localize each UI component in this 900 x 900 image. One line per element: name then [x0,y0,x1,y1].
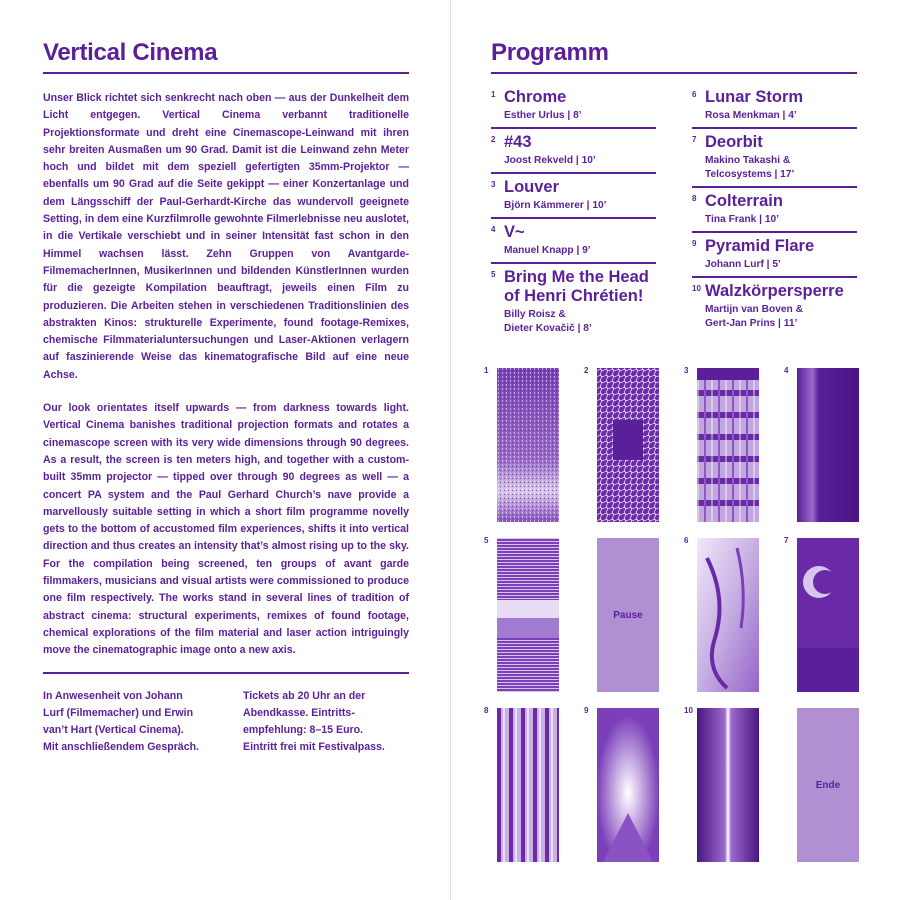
still-image-colterrain [497,708,559,862]
still-number: 4 [784,366,789,375]
still-number: 9 [584,706,589,715]
programme-title: Programm [491,39,609,66]
entry-number: 10 [692,284,701,293]
still-number: 6 [684,536,689,545]
entry-credit: Makino Takashi & Telcosystems | 17’ [705,155,795,180]
page-fold [450,0,451,900]
entry-number: 7 [692,135,697,144]
programme-entry [692,188,857,233]
programme-entry [491,219,656,264]
entry-title: Colterrain [705,192,783,210]
still-image-43 [597,368,659,522]
entry-credit: Manuel Knapp | 9’ [504,245,591,256]
programme-column-a [491,84,656,340]
entry-title: Pyramid Flare [705,237,815,255]
entry-number: 4 [491,225,496,234]
still-image-chrome [497,368,559,522]
entry-title: Chrome [504,88,567,106]
still-image-lunar-storm [697,538,759,692]
programme-column-b [692,84,857,340]
still-number: 7 [784,536,789,545]
entry-credit: Tina Frank | 10’ [705,214,780,225]
still-number: 5 [484,536,489,545]
ende-panel [797,708,859,862]
programme-rule [491,72,857,74]
entry-title: V~ [504,223,525,241]
info-block [43,688,409,757]
still-number: 1 [484,366,489,375]
entry-number: 9 [692,239,697,248]
right-page [491,38,857,340]
entry-credit: Martijn van Boven & Gert-Jan Prins | 11’ [705,304,803,329]
entry-number: 3 [491,180,496,189]
ende-label: Ende [815,779,841,791]
left-page [43,38,409,757]
entry-number: 6 [692,90,697,99]
programme-entry [692,233,857,278]
entry-title: Lunar Storm [705,88,804,106]
programme-entry [692,278,857,335]
still-number: 3 [684,366,689,375]
info-rule [43,672,409,674]
entry-number: 5 [491,270,496,279]
ticket-info: Tickets ab 20 Uhr an der Abendkasse. Eintritts- empfehlung: 8–15 Euro. Eintritt frei mit Festivalpass. [243,689,385,754]
still-image-louver [697,368,759,522]
still-image-walzkoerpersperre [697,708,759,862]
title-rule [43,72,409,74]
entry-title: #43 [504,133,532,151]
still-image-bring-me-the-head [497,538,559,692]
programme-entry [491,129,656,174]
film-stills-grid [484,366,857,860]
still-image-pyramid-flare [597,708,659,862]
entry-number: 8 [692,194,697,203]
pause-label: Pause [613,609,643,621]
still-image-v [797,368,859,522]
programme-entry [491,264,656,340]
entry-title: Louver [504,178,560,196]
entry-number: 1 [491,90,496,99]
intro-english: Our look orientates itself upwards — from darkness towards light. Vertical Cinema banishes traditional projection formats and rotates a cinemascope screen with its very wide dimensions through 90 degrees. As a result, the screen is ten meters high, and together with a custom-built 35mm projector — tipped over through 90 degrees as well — a concert PA system and the Paul Gerhard Church’s nave provide a marvellously suitable setting in which a short film programme novelly gets to the bottom of accustomed film experiences, shifts it into vertical direction and thus creates an intensity that’s almost rising up to the sky. For the compilation being screened, ten groups of avant garde filmmakers, musicians and visual artists were commissioned to produce one film respectively. The works stand in several lines of tradition of abstract cinema: structural experiments, remixes of found footage, chemical explorations of the film material and laser action intriguingly move the cinematographic image onto a new axis. [43,402,409,657]
intro-german: Unser Blick richtet sich senkrecht nach oben — aus der Dunkelheit dem Licht entgegen. Vertical Cinema verbannt traditionelle Projektionsformate und dreht eine Cinemascope-Leinwand mit ihren sehr breiten Ausmaßen um 90 Grad. Damit ist die Leinwand zehn Meter hoch und bildet mit dem speziell gefertigten 35mm-Projektor — ebenfalls um 90 Grad auf die Seite gekippt — einer Konzertanlage und dem Längsschiff der Paul-Gerhardt-Kirche das wundervoll geeignete Setting, in dem eine Kurzfilmrolle gewohnte Filmerlebnisse neu auslotet, in die Vertikale verschiebt und in seiner Intensität fast schon in den Himmel wachsen lässt. Zehn Gruppen von Avantgarde-FilmemacherInnen, MusikerInnen und bildenden KünstlerInnen wurden für die gezeigte Kompilation beauftragt, jeweils einen Film zu produzieren. Die Arbeiten stehen in verschiedenen Traditionslinien des abstrakten Kinos: strukturelle Experimente, found footage-Remixes, chemische Filmmaterialuntersuchungen und Laser-Aktionen verlagern auf faszinierende Weise das kinematografische Bild auf eine neue Achse. [43,92,409,381]
entry-title: Bring Me the Head of Henri Chrétien! [504,268,649,305]
entry-credit: Esther Urlus | 8’ [504,110,582,121]
programme-entry [491,174,656,219]
programme-entry [491,84,656,129]
still-number: 10 [684,706,693,715]
still-number: 8 [484,706,489,715]
page-title: Vertical Cinema [43,39,218,66]
entry-credit: Rosa Menkman | 4’ [705,110,797,121]
programme-entry [692,129,857,188]
entry-credit: Johann Lurf | 5’ [705,259,781,270]
programme-list [491,84,857,340]
entry-credit: Joost Rekveld | 10’ [504,155,596,166]
entry-title: Walzkörpersperre [705,282,844,300]
still-number: 2 [584,366,589,375]
guest-info: In Anwesenheit von Johann Lurf (Filmemacher) und Erwin van’t Hart (Vertical Cinema). Mit anschließendem Gespräch. [43,689,200,754]
still-image-deorbit [797,538,859,692]
pause-panel [597,538,659,692]
entry-credit: Björn Kämmerer | 10’ [504,200,607,211]
programme-entry [692,84,857,129]
entry-title: Deorbit [705,133,763,151]
entry-number: 2 [491,135,496,144]
entry-credit: Billy Roisz & Dieter Kovačič | 8’ [504,309,592,334]
